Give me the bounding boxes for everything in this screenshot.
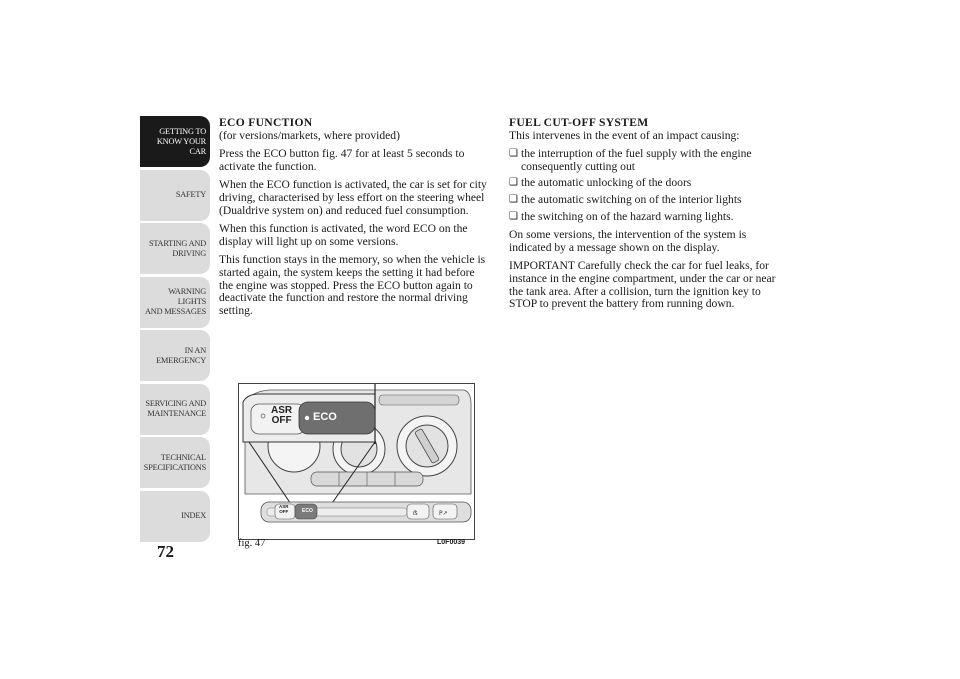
asr-off-button [271,406,292,426]
chapter-index-sidebar [140,116,210,544]
eco-function-section [219,117,489,323]
list-item: ❑ the automatic unlocking of the doors [509,177,784,190]
tab-starting-and-driving[interactable] [140,223,210,274]
svg-text:ẞ: ẞ [413,510,418,517]
tab-label: STARTING AND DRIVING [148,238,206,258]
svg-text:P↗: P↗ [439,510,448,517]
small-asr-label: ASR [279,504,289,509]
figure-47-dashboard-controls [238,383,475,540]
section-heading: FUEL CUT-OFF SYSTEM [509,116,649,129]
figure-code: L0F0039 [437,539,466,546]
small-off-label: OFF [279,509,289,514]
paragraph: When this function is activated, the word ECO on the display will light up on some versions. [219,222,468,248]
tab-getting-to-know-your-car[interactable] [140,116,210,167]
tab-technical-specifications[interactable] [140,437,210,488]
tab-label: INDEX [181,511,206,520]
list-item: ❑ the automatic switching on of the interior lights [509,194,784,207]
tab-in-an-emergency[interactable] [140,330,210,381]
paragraph: Press the ECO button fig. 47 for at least 5 seconds to activate the function. [219,147,465,173]
fuel-cut-off-section [509,117,784,317]
tab-warning-lights[interactable] [140,277,210,328]
small-asr-off-button [279,504,289,514]
bullet-list [509,148,784,223]
page-number: 72 [157,542,174,561]
tab-label: SERVICING AND MAINTENANCE [145,399,206,418]
tab-label: TECHNICAL SPECIFICATIONS [143,452,206,472]
tab-label: WARNING LIGHTS AND MESSAGES [145,287,206,316]
paragraph: On some versions, the intervention of the system is indicated by a message shown on the display. [509,228,747,254]
list-item: ❑ the switching on of the hazard warning lights. [509,211,784,224]
paragraph: This intervenes in the event of an impact causing: [509,128,740,142]
off-label: OFF [271,415,292,426]
tab-index[interactable] [140,491,210,542]
eco-button: ECO [313,411,337,423]
paragraph: IMPORTANT Carefully check the car for fuel leaks, for instance in the engine compartment, under the car or near the tank area. After a collision, turn the ignition key to STOP to prevent the battery from running down. [509,259,776,311]
tab-servicing[interactable] [140,384,210,435]
asr-label: ASR [271,405,293,416]
tab-label: SAFETY [175,190,206,199]
section-subheading: (for versions/markets, where provided) [219,128,400,142]
tab-safety[interactable] [140,170,210,221]
small-eco-button: ECO [302,508,313,514]
tab-label: IN AN EMERGENCY [156,345,206,365]
paragraph: When the ECO function is activated, the car is set for city driving, characterised by less effort on the steering wheel (Dualdrive system on) and reduced fuel consumption. [219,178,487,217]
figure-caption: fig. 47 [238,538,266,549]
section-heading: ECO FUNCTION [219,116,313,129]
tab-label: GETTING TO KNOW YOUR CAR [156,126,206,156]
paragraph: This function stays in the memory, so when the vehicle is started again, the system keeps the setting it had before the engine was stopped. Press the ECO button again to deactivate the function and restore the normal driving setting. [219,253,486,317]
list-item: ❑ the interruption of the fuel supply with the engine consequently cutting out [509,148,784,173]
